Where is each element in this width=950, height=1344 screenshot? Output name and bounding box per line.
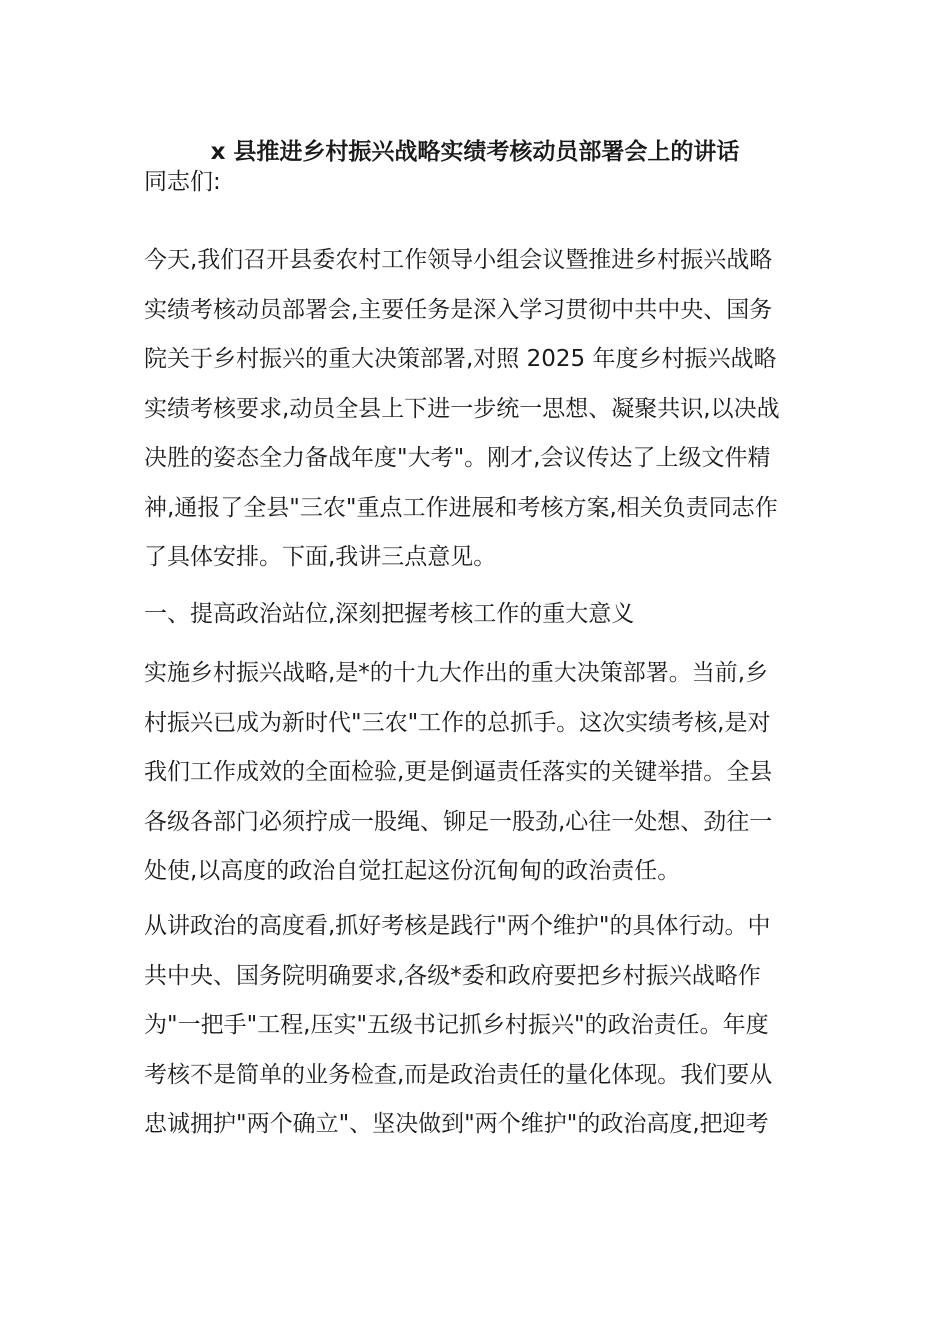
text-line: 神,通报了全县"三农"重点工作进展和考核方案,相关负责同志作 (144, 494, 778, 521)
text-line: 从讲政治的高度看,抓好考核是践行"两个维护"的具体行动。中 (144, 913, 771, 939)
text-line: 我们工作成效的全面检验,更是倒逼责任落实的关键举措。全县 (144, 759, 773, 785)
text-line: 今天,我们召开县委农村工作领导小组会议暨推进乡村振兴战略 (144, 247, 773, 273)
greeting (144, 158, 806, 208)
text-line: 实绩考核要求,动员全县上下进一步统一思想、凝聚共识,以决战 (144, 395, 780, 422)
text-line: 实绩考核动员部署会,主要任务是深入学习贯彻中共中央、国务 (144, 296, 773, 323)
text-line: 考核不是简单的业务检查,而是政治责任的量化体现。我们要从 (144, 1061, 773, 1088)
text-line: 各级各部门必须拧成一股绳、铆足一股劲,心往一处想、劲往一 (144, 808, 773, 835)
section-heading (144, 590, 806, 640)
section-heading-text: 一、提高政治站位,深刻把握考核工作的重大意义 (144, 601, 635, 627)
text-line: 处使,以高度的政治自觉扛起这份沉甸甸的政治责任。 (144, 858, 681, 884)
text-line: 院关于乡村振兴的重大决策部署,对照 2025 年度乡村振兴战略 (144, 346, 777, 372)
text-line: 忠诚拥护"两个确立"、坚决做到"两个维护"的政治高度,把迎考 (144, 1111, 769, 1137)
text-line: 为"一把手"工程,压实"五级书记抓乡村振兴"的政治责任。年度 (144, 1012, 769, 1038)
paragraph-political (144, 902, 806, 1150)
text-line: 实施乡村振兴战略,是*的十九大作出的重大决策部署。当前,乡 (144, 660, 769, 686)
greeting-text: 同志们: (144, 169, 221, 195)
paragraph-intro (144, 236, 806, 583)
text-line: 决胜的姿态全力备战年度"大考"。刚才,会议传达了上级文件精 (144, 445, 771, 471)
text-line: 共中央、国务院明确要求,各级*委和政府要把乡村振兴战略作 (144, 962, 761, 989)
text-line: 村振兴已成为新时代"三农"工作的总抓手。这次实绩考核,是对 (144, 709, 771, 736)
document-title: x 县推进乡村振兴战略实绩考核动员部署会上的讲话 (210, 139, 740, 165)
text-line: 了具体安排。下面,我讲三点意见。 (144, 544, 497, 570)
paragraph-significance (144, 649, 806, 897)
